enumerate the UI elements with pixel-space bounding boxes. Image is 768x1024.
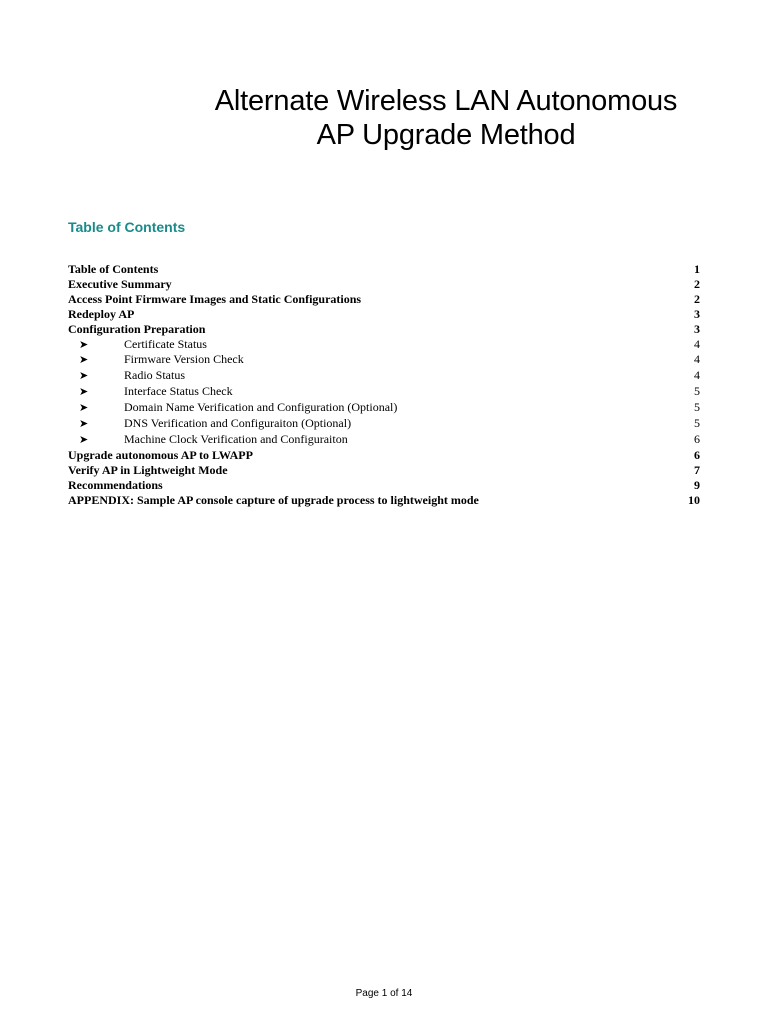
toc-entry-page-number: 1 [694, 262, 700, 276]
document-title-line-1: Alternate Wireless LAN Autonomous [214, 85, 678, 117]
toc-entry[interactable] [68, 368, 700, 384]
toc-entry-label: Machine Clock Verification and Configuraiton [124, 431, 348, 446]
arrow-bullet-icon: ➤ [79, 370, 89, 383]
toc-entry-label: Firmware Version Check [124, 352, 244, 367]
toc-entry-left [68, 337, 207, 353]
arrow-bullet-icon: ➤ [79, 354, 89, 367]
toc-entry-label: Domain Name Verification and Configuration (Optional) [124, 400, 398, 415]
toc-heading: Table of Contents [68, 219, 186, 235]
table-of-contents [68, 262, 700, 508]
toc-entry-label: APPENDIX: Sample AP console capture of upgrade process to lightweight mode [68, 492, 479, 507]
toc-entry-label: Radio Status [124, 368, 186, 383]
toc-entry-left [68, 432, 348, 448]
toc-entry-label: Recommendations [68, 477, 163, 492]
toc-entry-page-number: 5 [694, 416, 700, 431]
document-title [120, 84, 768, 152]
toc-entry-page-number: 6 [694, 431, 700, 446]
toc-entry[interactable] [68, 400, 700, 416]
toc-entry-left [68, 352, 244, 368]
toc-entry-page-number: 5 [694, 400, 700, 415]
toc-entry-label: Table of Contents [68, 262, 159, 276]
toc-entry-page-number: 5 [694, 384, 700, 399]
toc-entry-left [68, 384, 233, 400]
toc-entry-page-number: 7 [694, 462, 700, 477]
toc-entry-page-number: 4 [694, 352, 700, 367]
toc-entry[interactable] [68, 432, 700, 448]
toc-entry-page-number: 3 [694, 321, 700, 336]
toc-entry-label: DNS Verification and Configuraiton (Optional) [124, 416, 352, 431]
toc-entry-page-number: 3 [694, 306, 700, 321]
toc-entry[interactable] [68, 478, 700, 493]
toc-entry[interactable] [68, 337, 700, 353]
toc-entry-label: Verify AP in Lightweight Mode [68, 462, 228, 477]
toc-entry-page-number: 10 [688, 492, 700, 507]
toc-entry-label: Upgrade autonomous AP to LWAPP [68, 447, 253, 462]
page-footer: Page 1 of 14 [355, 988, 413, 999]
toc-entry[interactable] [68, 292, 700, 307]
toc-entry-page-number: 4 [694, 368, 700, 383]
toc-entry[interactable] [68, 307, 700, 322]
toc-entry[interactable] [68, 493, 700, 508]
arrow-bullet-icon: ➤ [79, 433, 89, 446]
toc-entry[interactable] [68, 262, 700, 277]
arrow-bullet-icon: ➤ [79, 338, 89, 351]
document-title-line-2: AP Upgrade Method [316, 119, 576, 151]
toc-entry-page-number: 9 [694, 477, 700, 492]
toc-entry-label: Redeploy AP [68, 306, 135, 321]
toc-entry[interactable] [68, 448, 700, 463]
toc-entry-label: Interface Status Check [124, 384, 233, 399]
toc-entry-left [68, 416, 351, 432]
toc-entry[interactable] [68, 463, 700, 478]
toc-entry-label: Configuration Preparation [68, 321, 206, 336]
toc-entry[interactable] [68, 384, 700, 400]
toc-entry[interactable] [68, 277, 700, 292]
arrow-bullet-icon: ➤ [79, 386, 89, 399]
toc-entry-left [68, 400, 397, 416]
toc-entry-label: Access Point Firmware Images and Static Configurations [68, 291, 362, 306]
toc-entry-label: Certificate Status [124, 336, 207, 351]
toc-entry-page-number: 6 [694, 447, 700, 462]
toc-entry-page-number: 2 [694, 276, 700, 291]
arrow-bullet-icon: ➤ [79, 402, 89, 415]
toc-entry[interactable] [68, 322, 700, 337]
toc-entry[interactable] [68, 416, 700, 432]
toc-entry-left [68, 368, 185, 384]
toc-entry[interactable] [68, 352, 700, 368]
toc-entry-label: Executive Summary [68, 276, 172, 291]
toc-entry-page-number: 4 [694, 336, 700, 351]
arrow-bullet-icon: ➤ [79, 418, 89, 431]
toc-entry-page-number: 2 [694, 291, 700, 306]
